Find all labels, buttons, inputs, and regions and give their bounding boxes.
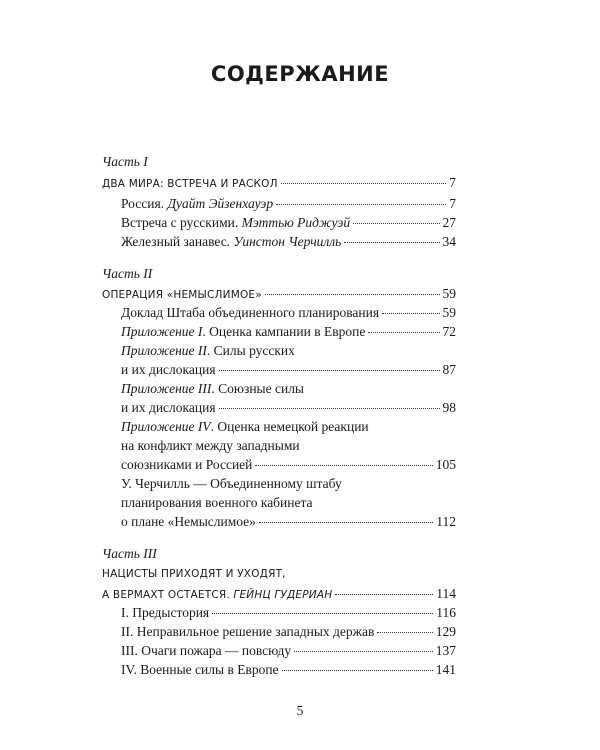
toc-section[interactable]	[102, 586, 456, 603]
entry-title: I. Предыстория	[121, 605, 210, 620]
dot-leader	[382, 313, 439, 314]
page-ref: 129	[435, 624, 456, 639]
entry-title: Приложение I. Оценка кампании в Европе	[121, 324, 366, 339]
entry-title: Россия. Дуайт Эйзенхауэр	[121, 196, 274, 211]
entry-author: Дуайт Эйзенхауэр	[167, 196, 274, 211]
entry-title: и их дислокация	[121, 362, 216, 377]
entry-title: Доклад Штаба объединенного планирования	[121, 305, 380, 320]
entry-author: Уинстон Черчилль	[233, 234, 342, 249]
toc-entry[interactable]	[121, 605, 456, 621]
toc-entry[interactable]	[121, 234, 456, 250]
dot-leader	[265, 294, 440, 295]
page-ref: 7	[449, 175, 456, 190]
dot-leader	[219, 408, 440, 409]
page-ref: 141	[435, 662, 456, 677]
toc-entry[interactable]	[121, 305, 456, 321]
section-title-line: НАЦИСТЫ ПРИХОДЯТ И УХОДЯТ,	[102, 568, 286, 580]
part-label: Часть III	[102, 546, 157, 561]
appendix-label: Приложение II	[121, 343, 207, 358]
page-ref: 98	[442, 400, 456, 415]
section-title: ОПЕРАЦИЯ «НЕМЫСЛИМОЕ»	[102, 289, 262, 301]
part-label: Часть II	[102, 266, 153, 281]
entry-title: Железный занавес. Уинстон Черчилль	[121, 234, 342, 249]
section-title: ДВА МИРА: ВСТРЕЧА И РАСКОЛ	[102, 178, 278, 190]
entry-title-line: У. Черчилль — Объединенному штабу	[121, 476, 342, 491]
page-ref: 7	[449, 196, 456, 211]
page-ref: 87	[442, 362, 456, 377]
toc-entry[interactable]	[121, 643, 456, 659]
appendix-label: Приложение IV	[121, 419, 211, 434]
dot-leader	[259, 522, 433, 523]
entry-title: союзниками и Россией	[121, 457, 253, 472]
dot-leader	[219, 370, 440, 371]
toc-entry[interactable]	[121, 215, 456, 231]
dot-leader	[353, 223, 439, 224]
entry-title-line: планирования военного кабинета	[121, 495, 313, 510]
toc-section[interactable]	[102, 175, 456, 192]
page-title: СОДЕРЖАНИЕ	[210, 62, 390, 86]
entry-title: и их дислокация	[121, 400, 216, 415]
page-ref: 112	[436, 514, 456, 529]
entry-title-line: Приложение IV. Оценка немецкой реакции	[121, 419, 369, 434]
entry-title-line: Приложение II. Силы русских	[121, 343, 295, 358]
dot-leader	[377, 632, 432, 633]
entry-title: II. Неправильное решение западных держав	[121, 624, 375, 639]
appendix-label: Приложение III	[121, 381, 212, 396]
toc-entry[interactable]	[121, 624, 456, 640]
dot-leader	[281, 183, 447, 184]
toc-entry[interactable]	[121, 196, 456, 212]
entry-title: о плане «Немыслимое»	[121, 514, 256, 529]
page-ref: 137	[435, 643, 456, 658]
entry-title-line: на конфликт между западными	[121, 438, 300, 453]
page-ref: 72	[442, 324, 456, 339]
dot-leader	[335, 594, 433, 595]
dot-leader	[212, 613, 433, 614]
entry-title-line: Приложение III. Союзные силы	[121, 381, 304, 396]
toc-entry[interactable]	[121, 457, 456, 473]
entry-author: Мэттью Риджуэй	[241, 215, 351, 230]
dot-leader	[276, 204, 446, 205]
entry-title: III. Очаги пожара — повсюду	[121, 643, 292, 658]
section-title: А ВЕРМАХТ ОСТАЕТСЯ. ГЕЙНЦ ГУДЕРИАН	[102, 589, 333, 601]
dot-leader	[255, 465, 432, 466]
appendix-label: Приложение I	[121, 324, 203, 339]
toc-entry[interactable]	[121, 514, 456, 530]
page-ref: 59	[442, 305, 456, 320]
dot-leader	[294, 651, 433, 652]
page-ref: 105	[435, 457, 456, 472]
toc-entry[interactable]	[121, 362, 456, 378]
page-ref: 27	[442, 215, 456, 230]
toc-entry[interactable]	[121, 662, 456, 678]
part-label: Часть I	[102, 154, 148, 169]
toc-section[interactable]	[102, 286, 456, 303]
page-ref: 114	[436, 586, 456, 601]
dot-leader	[368, 332, 439, 333]
section-author: ГЕЙНЦ ГУДЕРИАН	[233, 589, 333, 601]
toc-entry[interactable]	[121, 400, 456, 416]
entry-title: Встреча с русскими. Мэттью Риджуэй	[121, 215, 351, 230]
dot-leader	[344, 242, 439, 243]
toc-entry[interactable]	[121, 324, 456, 340]
entry-title: IV. Военные силы в Европе	[121, 662, 279, 677]
page-ref: 34	[442, 234, 456, 249]
page-number: 5	[296, 703, 304, 718]
dot-leader	[282, 670, 433, 671]
page-ref: 59	[442, 286, 456, 301]
page-ref: 116	[436, 605, 456, 620]
